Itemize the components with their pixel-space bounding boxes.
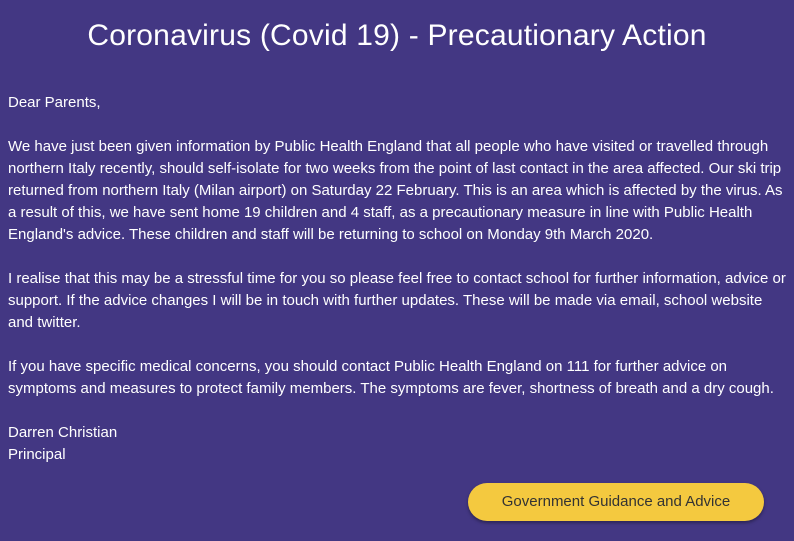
- letter-paragraph: I realise that this may be a stressful time for you so please feel free to contact school for further information, advice or support. If the advice changes I will be in touch with further updates. These will be made via email, school website and twitter.: [8, 270, 786, 331]
- letter-body: [8, 92, 788, 466]
- signature-role: Principal: [8, 446, 66, 463]
- salutation: Dear Parents,: [8, 94, 101, 111]
- signature-name: Darren Christian: [8, 424, 118, 441]
- government-guidance-button[interactable]: Government Guidance and Advice: [468, 483, 764, 521]
- letter-paragraph: If you have specific medical concerns, you should contact Public Health England on 111 for further advice on symptoms and measures to protect family members. The symptoms are fever, shortness of breath and a dry cough.: [8, 358, 774, 397]
- letter-paragraph: We have just been given information by Public Health England that all people who have visited or travelled through northern Italy recently, should self-isolate for two weeks from the point of last contact in the area affected. Our ski trip returned from northern Italy (Milan airport) on Saturday 22 February. This is an area which is affected by the virus. As a result of this, we have sent home 19 children and 4 staff, as a precautionary measure in line with Public Health England's advice. These children and staff will be returning to school on Monday 9th March 2020.: [8, 138, 783, 243]
- page-title: Coronavirus (Covid 19) - Precautionary Action: [87, 19, 707, 52]
